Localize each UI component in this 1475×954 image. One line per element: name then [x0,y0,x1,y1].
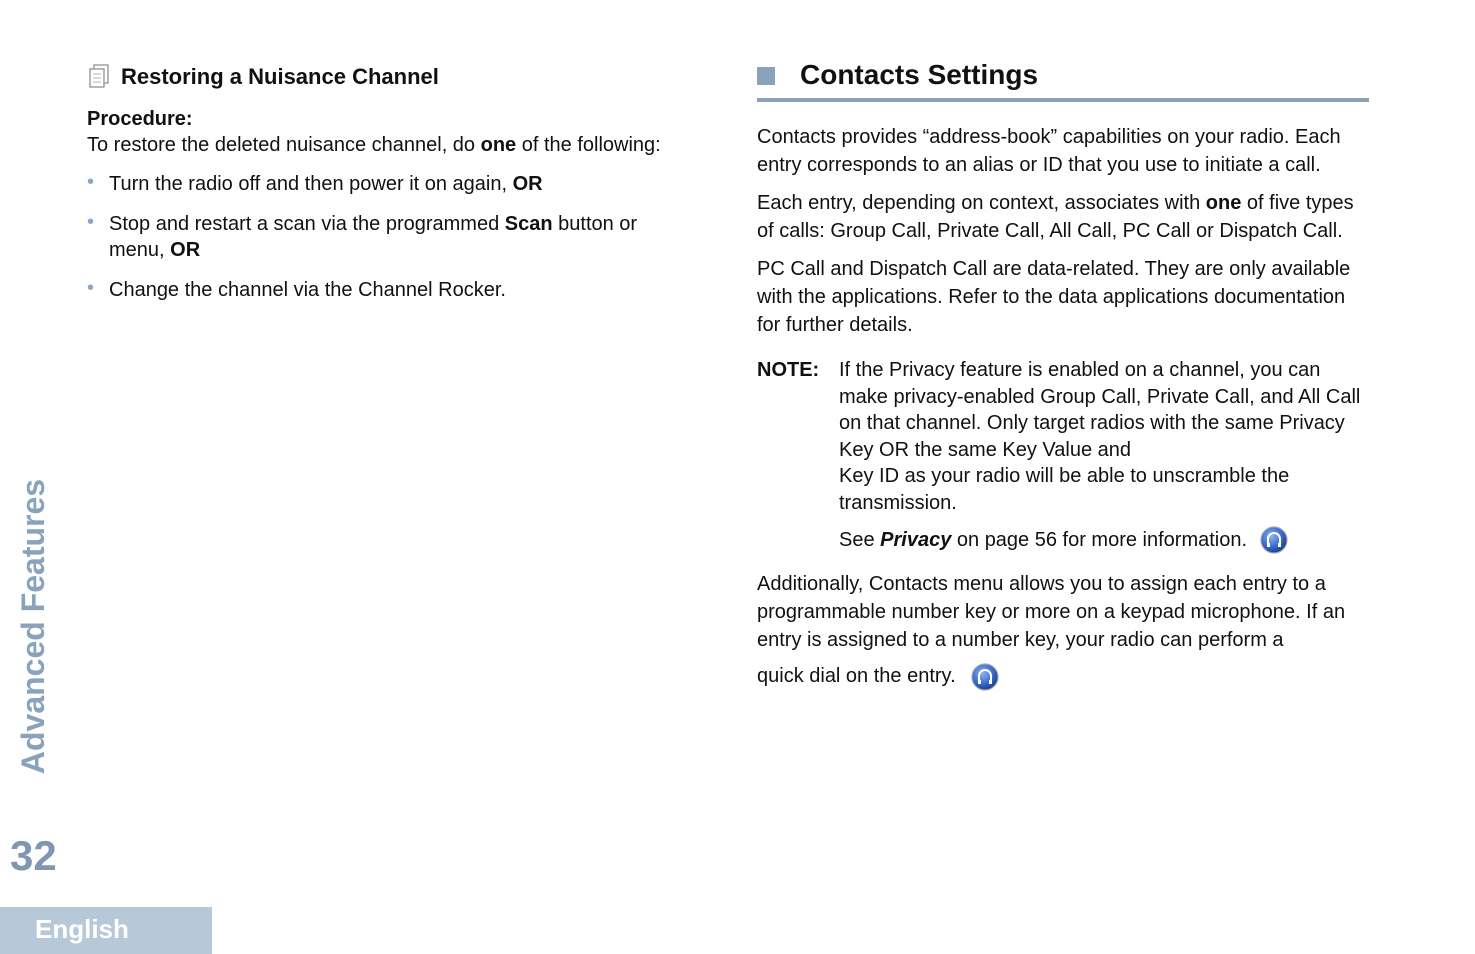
feature-availability-icon [971,663,999,691]
paragraph-data-calls: PC Call and Dispatch Call are data-related. They are only available with the applications. Refer to the data applications documentation for further details. [757,258,1351,336]
list-item: • Turn the radio off and then power it on again, OR [87,171,543,195]
section-title: Contacts Settings [800,59,1039,90]
paragraph-call-types: Each entry, depending on context, associates with one of five types of calls: Group Call, Private Call, All Call, PC Call or Dispatch Call. [757,192,1354,242]
list-item: • Change the channel via the Channel Rocker. [87,277,506,301]
procedure-label: Procedure: [87,108,193,130]
section-heading [757,58,1369,102]
note-label: NOTE: [757,359,820,381]
paragraph-quick-dial: Additionally, Contacts menu allows you to assign each entry to a programmable number key or more on a keypad microphone. If an entry is assigned to a number key, your radio can perform a quick dial on the entry. [757,570,1369,691]
left-column [87,62,697,317]
chapter-tab-label: Advanced Features [15,478,52,774]
procedure-steps [87,171,697,303]
privacy-link[interactable]: Privacy [880,528,952,551]
list-item: • Stop and restart a scan via the programmed Scan button or menu, OR [87,211,638,261]
feature-availability-icon [1260,526,1288,554]
procedure-title: Restoring a Nuisance Channel [121,64,439,89]
note-body: If the Privacy feature is enabled on a channel, you can make privacy-enabled Group Call, Private Call, and All Call on that channel. Only target radios with the same Privacy Key OR the same Key Value and Key ID as your radio will be able to unscramble the transmission. See Privacy on page 56 for more information. [839,357,1369,554]
language-bar [0,907,212,954]
procedure-page-icon [87,64,111,90]
chapter-tab [14,470,54,782]
note-block [757,357,1369,554]
procedure-intro: To restore the deleted nuisance channel, do one of the following: [87,134,661,156]
language-label: English [35,914,129,944]
right-column [757,58,1369,691]
heading-marker [757,67,775,85]
page-number: 32 [10,832,57,879]
procedure-heading [87,62,697,92]
note-see-reference: See Privacy on page 56 for more information. [839,526,1369,554]
paragraph-contacts-intro: Contacts provides “address-book” capabilities on your radio. Each entry corresponds to an alias or ID that you use to initiate a call. [757,126,1341,176]
